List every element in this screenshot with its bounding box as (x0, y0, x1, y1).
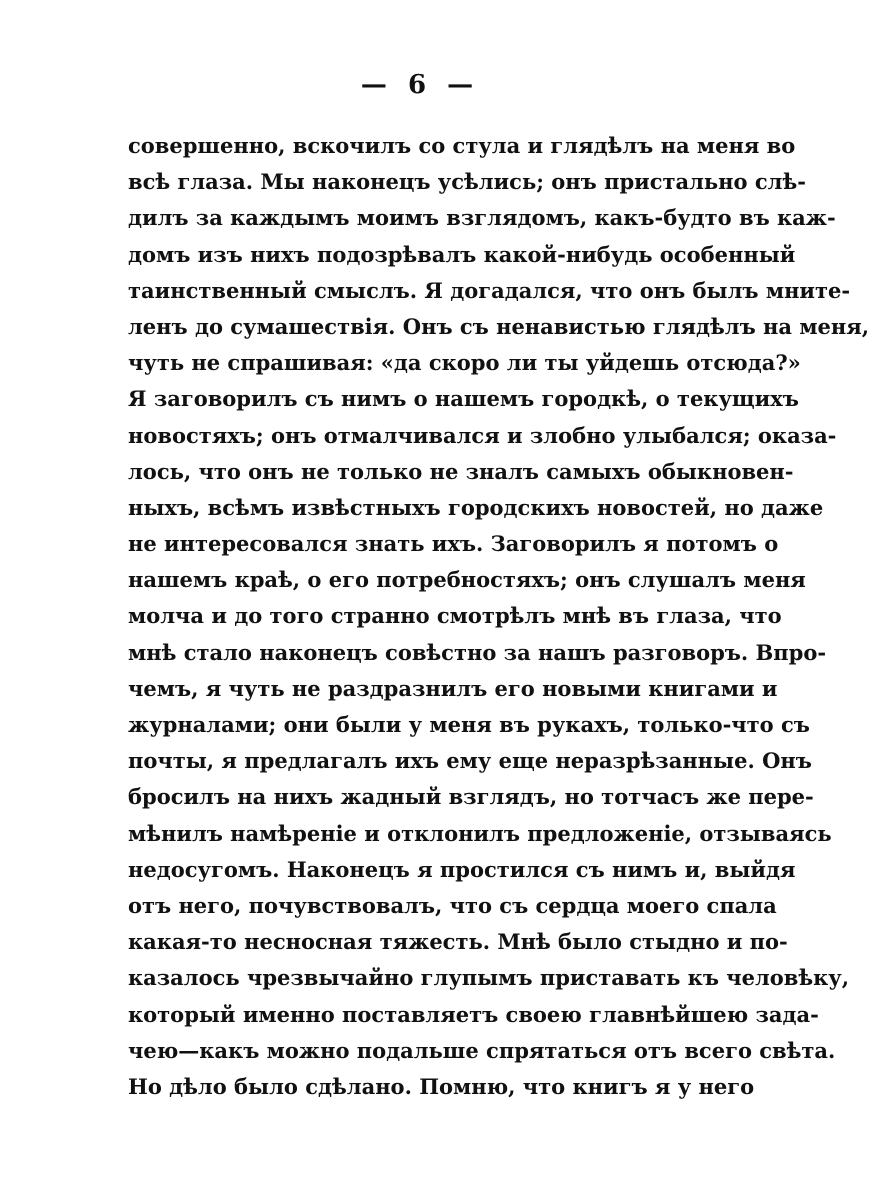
text-line: журналами; они были у меня въ рукахъ, только-что съ (128, 712, 810, 737)
text-line: Но дѣло было сдѣлано. Помню, что книгъ я у него (128, 1073, 755, 1099)
text-line: чею—какъ можно подальше спрятаться отъ всего свѣта. (128, 1037, 836, 1063)
text-line: мѣнилъ намѣреніе и отклонилъ предложеніе, отзываясь (128, 820, 832, 846)
text-line: домъ изъ нихъ подозрѣвалъ какой-нибудь особенный (128, 241, 796, 267)
text-line: казалось чрезвычайно глупымъ приставать къ человѣку, (128, 965, 850, 991)
text-line: молча и до того странно смотрѣлъ мнѣ въ глаза, что (128, 603, 782, 629)
text-line: совершенно, вскочилъ со стула и глядѣлъ на меня во (128, 133, 796, 158)
text-line: всѣ глаза. Мы наконецъ усѣлись; онъ пристально слѣ- (128, 169, 806, 195)
text-line: ныхъ, всѣмъ извѣстныхъ городскихъ новостей, но даже (128, 494, 824, 520)
text-line: какая-то несносная тяжесть. Мнѣ было стыдно и по- (128, 929, 788, 955)
text-line: не интересовался знать ихъ. Заговорилъ я потомъ о (128, 531, 779, 557)
text-line: чуть не спрашивая: «да скоро ли ты уйдешь отсюда?» (128, 350, 801, 376)
page-number: — 6 — (360, 70, 480, 100)
text-line: таинственный смыслъ. Я догадался, что онъ былъ мните- (128, 277, 851, 303)
text-line: лось, что онъ не только не зналъ самыхъ обыкновен- (128, 458, 794, 484)
text-line: дилъ за каждымъ моимъ взглядомъ, какъ-будто въ каж- (128, 205, 836, 231)
body-text (128, 128, 869, 1105)
text-line: бросилъ на нихъ жадный взглядъ, но тотчасъ же пере- (128, 784, 814, 810)
text-line: новостяхъ; онъ отмалчивался и злобно улыбался; оказа- (128, 422, 837, 448)
text-line: который именно поставляетъ своею главнѣйшею зада- (128, 1001, 819, 1027)
text-line: Я заговорилъ съ нимъ о нашемъ городкѣ, о текущихъ (128, 386, 799, 412)
text-line: ленъ до сумашествія. Онъ съ ненавистью глядѣлъ на меня, (128, 313, 869, 339)
text-line: мнѣ стало наконецъ совѣстно за нашъ разговоръ. Впро- (128, 639, 827, 665)
text-line: чемъ, я чуть не раздразнилъ его новыми книгами и (128, 675, 778, 701)
text-line: отъ него, почувствовалъ, что съ сердца моего спала (128, 892, 777, 918)
text-line: нашемъ краѣ, о его потребностяхъ; онъ слушалъ меня (128, 567, 806, 593)
text-line: недосугомъ. Наконецъ я простился съ нимъ и, выйдя (128, 856, 796, 882)
text-line: почты, я предлагалъ ихъ ему еще неразрѣзанные. Онъ (128, 748, 812, 774)
